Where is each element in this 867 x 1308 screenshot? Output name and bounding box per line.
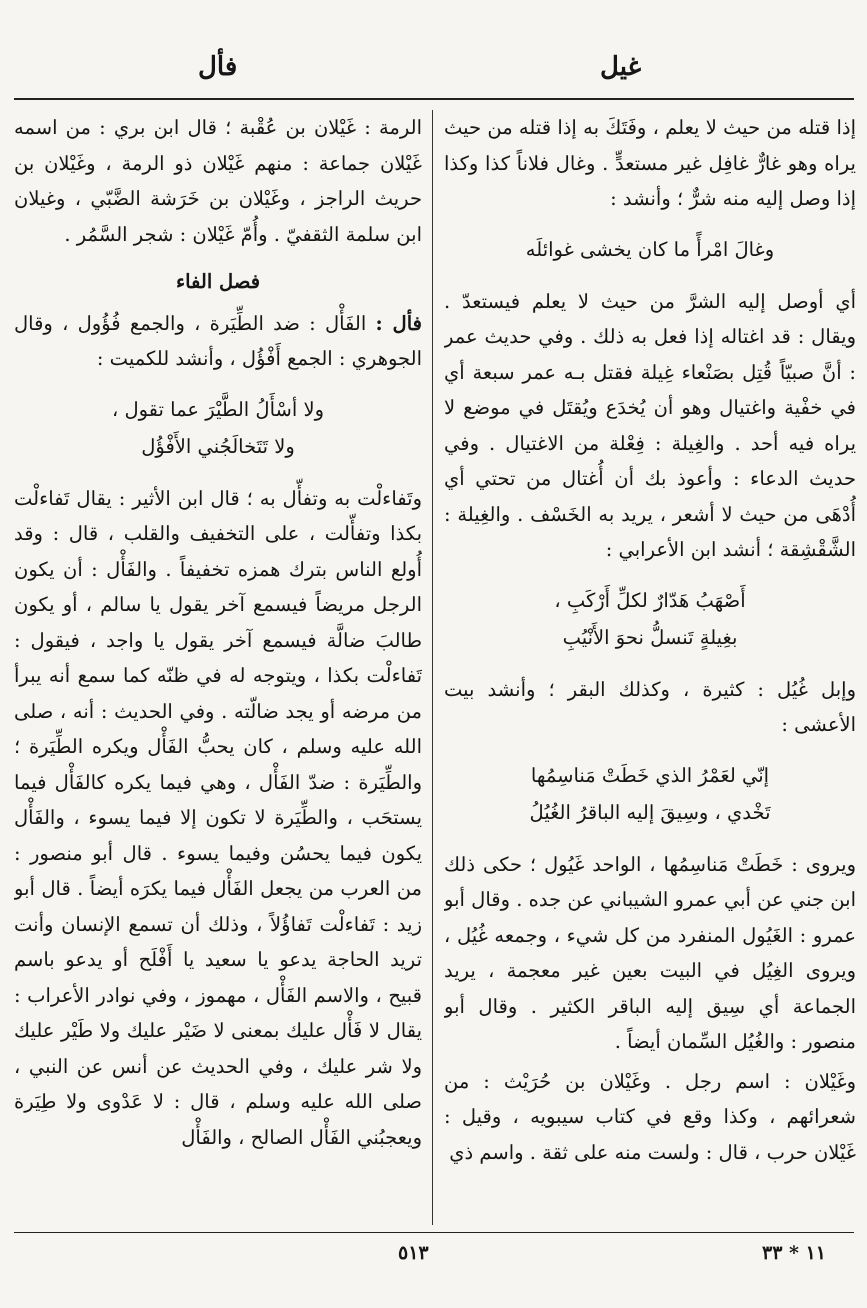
running-head-left: فأل bbox=[198, 52, 238, 82]
right-column bbox=[444, 110, 856, 1225]
paragraph: أي أوصل إليه الشرَّ من حيث لا يعلم فيستعدّ . ويقال : قد اغتاله إذا فعل به ذلك . وفي حديث عمر : أنَّ صبيّاً قُتِل بصَنْعاء غِيلة فقتل بـه عمر سبعة أي في خفْية واغتيال وهو أن يُخدَع ويُقتَل في موضع لا يراه فيه أحد . والغِيلة : فِعْلة من الاغتيال . وفي حديث الدعاء : وأعوذ بك أن أُغتال من تحتي أي أُدْهَى من حيث لا أشعر ، يريد به الخَسْف . والغِيلة : الشَّقْشِقة ؛ أنشد ابن الأعرابي : bbox=[444, 289, 856, 561]
verse-line: تَخْدي ، وسِيقَ إليه الباقرُ الغُيُلُ bbox=[529, 800, 771, 824]
running-head-right: غيل bbox=[600, 52, 642, 82]
left-column bbox=[14, 110, 422, 1225]
verse bbox=[444, 757, 856, 831]
entry-paragraph bbox=[14, 306, 422, 377]
footer-rule bbox=[14, 1232, 854, 1233]
paragraph: وإبل غُيُل : كثيرة ، وكذلك البقر ؛ وأنشد بيت الأعشى : bbox=[444, 677, 856, 736]
paragraph: وتَفاءلْت به وتفأّل به ؛ قال ابن الأثير : يقال تَفاءلْت بكذا وتفأّلت ، على التخفيف والقلب ، قال : وقد أُولع الناس بترك همزه تخفيفاً . والفَأْل : أن يكون الرجل مريضاً فيسمع آخر يقول يا سالم ، أو يكون طالبَ ضالَّة فيسمع آخر يقول يا واجد ، فيقول : تَفاءلْت بكذا ، ويتوجه له في ظنّه كما سمع أنه يبرأ من مرضه أو يجد ضالّته . وفي الحديث : أنه ، صلى الله عليه وسلم ، كان يحبُّ الفَأْل ويكره الطِّيَرة ؛ والطِّيَرة : ضدّ الفَأْل ، وهي فيما يكره كالفَأْل فيما يستحَب ، والطِّيَرة لا تكون إلا فيما يسوء ، والفَأْل يكون فيما يحسُن وفيما يسوء . قال أبو منصور : من العرب من يجعل الفَأْل فيما يكرَه أيضاً . قال أبو زيد : تَفاءلْت تَفاؤُلاً ، وذلك أن تسمع الإنسان وأنت تريد الحاجة يدعو يا سعيد يا أَفْلَح أو يدعو باسم قبيح ، والاسم الفَأْل ، مهموز ، وفي نوادر الأعراب : يقال لا فَأْل عليك بمعنى لا ضَيْر عليك ولا طَيْر عليك ولا شر عليك ، وفي الحديث عن أنس عن النبي ، صلى الله عليه وسلم ، قال : لا عَدْوى ولا طِيَرة ويعجبُني الفَأْل الصالح ، والفَأْل bbox=[14, 486, 422, 1149]
headword: فأل : bbox=[375, 311, 422, 335]
verse-line: وغالَ امْرأً ما كان يخشى غوائلَه bbox=[525, 237, 775, 261]
verse bbox=[444, 231, 856, 268]
verse bbox=[444, 582, 856, 656]
paragraph: ويروى : خَطَتْ مَناسِمُها ، الواحد غَيُول ؛ حكى ذلك ابن جني عن أبي عمرو الشيباني عن جده . وقال أبو عمرو : الغَيُول المنفرد من كل شيء ، وجمعه غُيُل ، ويروى الغِيُل في البيت بعين غير معجمة ، يريد الجماعة أي سِيق إليه الباقر الكثير . وقال أبو منصور : والغُيُل السِّمان أيضاً . bbox=[444, 852, 856, 1053]
page-number: ٥١٣ bbox=[398, 1242, 429, 1264]
paragraph: إذا قتله من حيث لا يعلم ، وفَتَكَ به إذا قتله من حيث يراه وهو غارٌّ غافِل غير مستعدٍّ . وغال فلاناً كذا وكذا إذا وصل إليه منه شرٌّ ؛ وأنشد : bbox=[444, 116, 856, 210]
paragraph: وغَيْلان : اسم رجل . وغَيْلان بن حُرَيْث : من شعرائهم ، وكذا وقع في كتاب سيبويه ، وقيل : غَيْلان حرب ، قال : ولست منه على ثقة . واسم ذي bbox=[444, 1069, 856, 1164]
header-rule bbox=[14, 98, 854, 100]
verse-line: أَصْهَبُ هَدّارٌ لكلِّ أَرْكَبِ ، bbox=[554, 588, 746, 612]
signature-mark: ١١ * ٣٣ bbox=[762, 1242, 827, 1264]
entry-text: الفَأْل : ضد الطِّيَرة ، والجمع فُؤُول ، وقال الجوهري : الجمع أَفْؤُل ، وأنشد للكميت : bbox=[14, 311, 422, 370]
verse bbox=[14, 391, 422, 465]
section-title: فصل الفاء bbox=[175, 270, 261, 293]
paragraph: الرمة : غَيْلان بن عُقْبة ؛ قال ابن بري : من اسمه غَيْلان جماعة : منهم غَيْلان ذو الرمة ، وغَيْلان بن حريث الراجز ، وغَيْلان بن خَرَشة الضَّبّي ، وغيلان ابن سلمة الثقفيّ . وأُمّ غَيْلان : شجر السَّمُر . bbox=[14, 116, 422, 246]
column-divider bbox=[432, 110, 433, 1225]
verse-line: ولا تَتَخالَجُني الأَفْؤُل bbox=[141, 434, 295, 458]
verse-line: إنّي لعَمْرُ الذي خَطَتْ مَناسِمُها bbox=[530, 763, 770, 787]
verse-line: ولا أسْأَلُ الطَّيْرَ عما تقول ، bbox=[111, 397, 325, 421]
verse-line: بغِيلةٍ تَنسلُّ نحوَ الأَنْيُبِ bbox=[562, 625, 738, 649]
